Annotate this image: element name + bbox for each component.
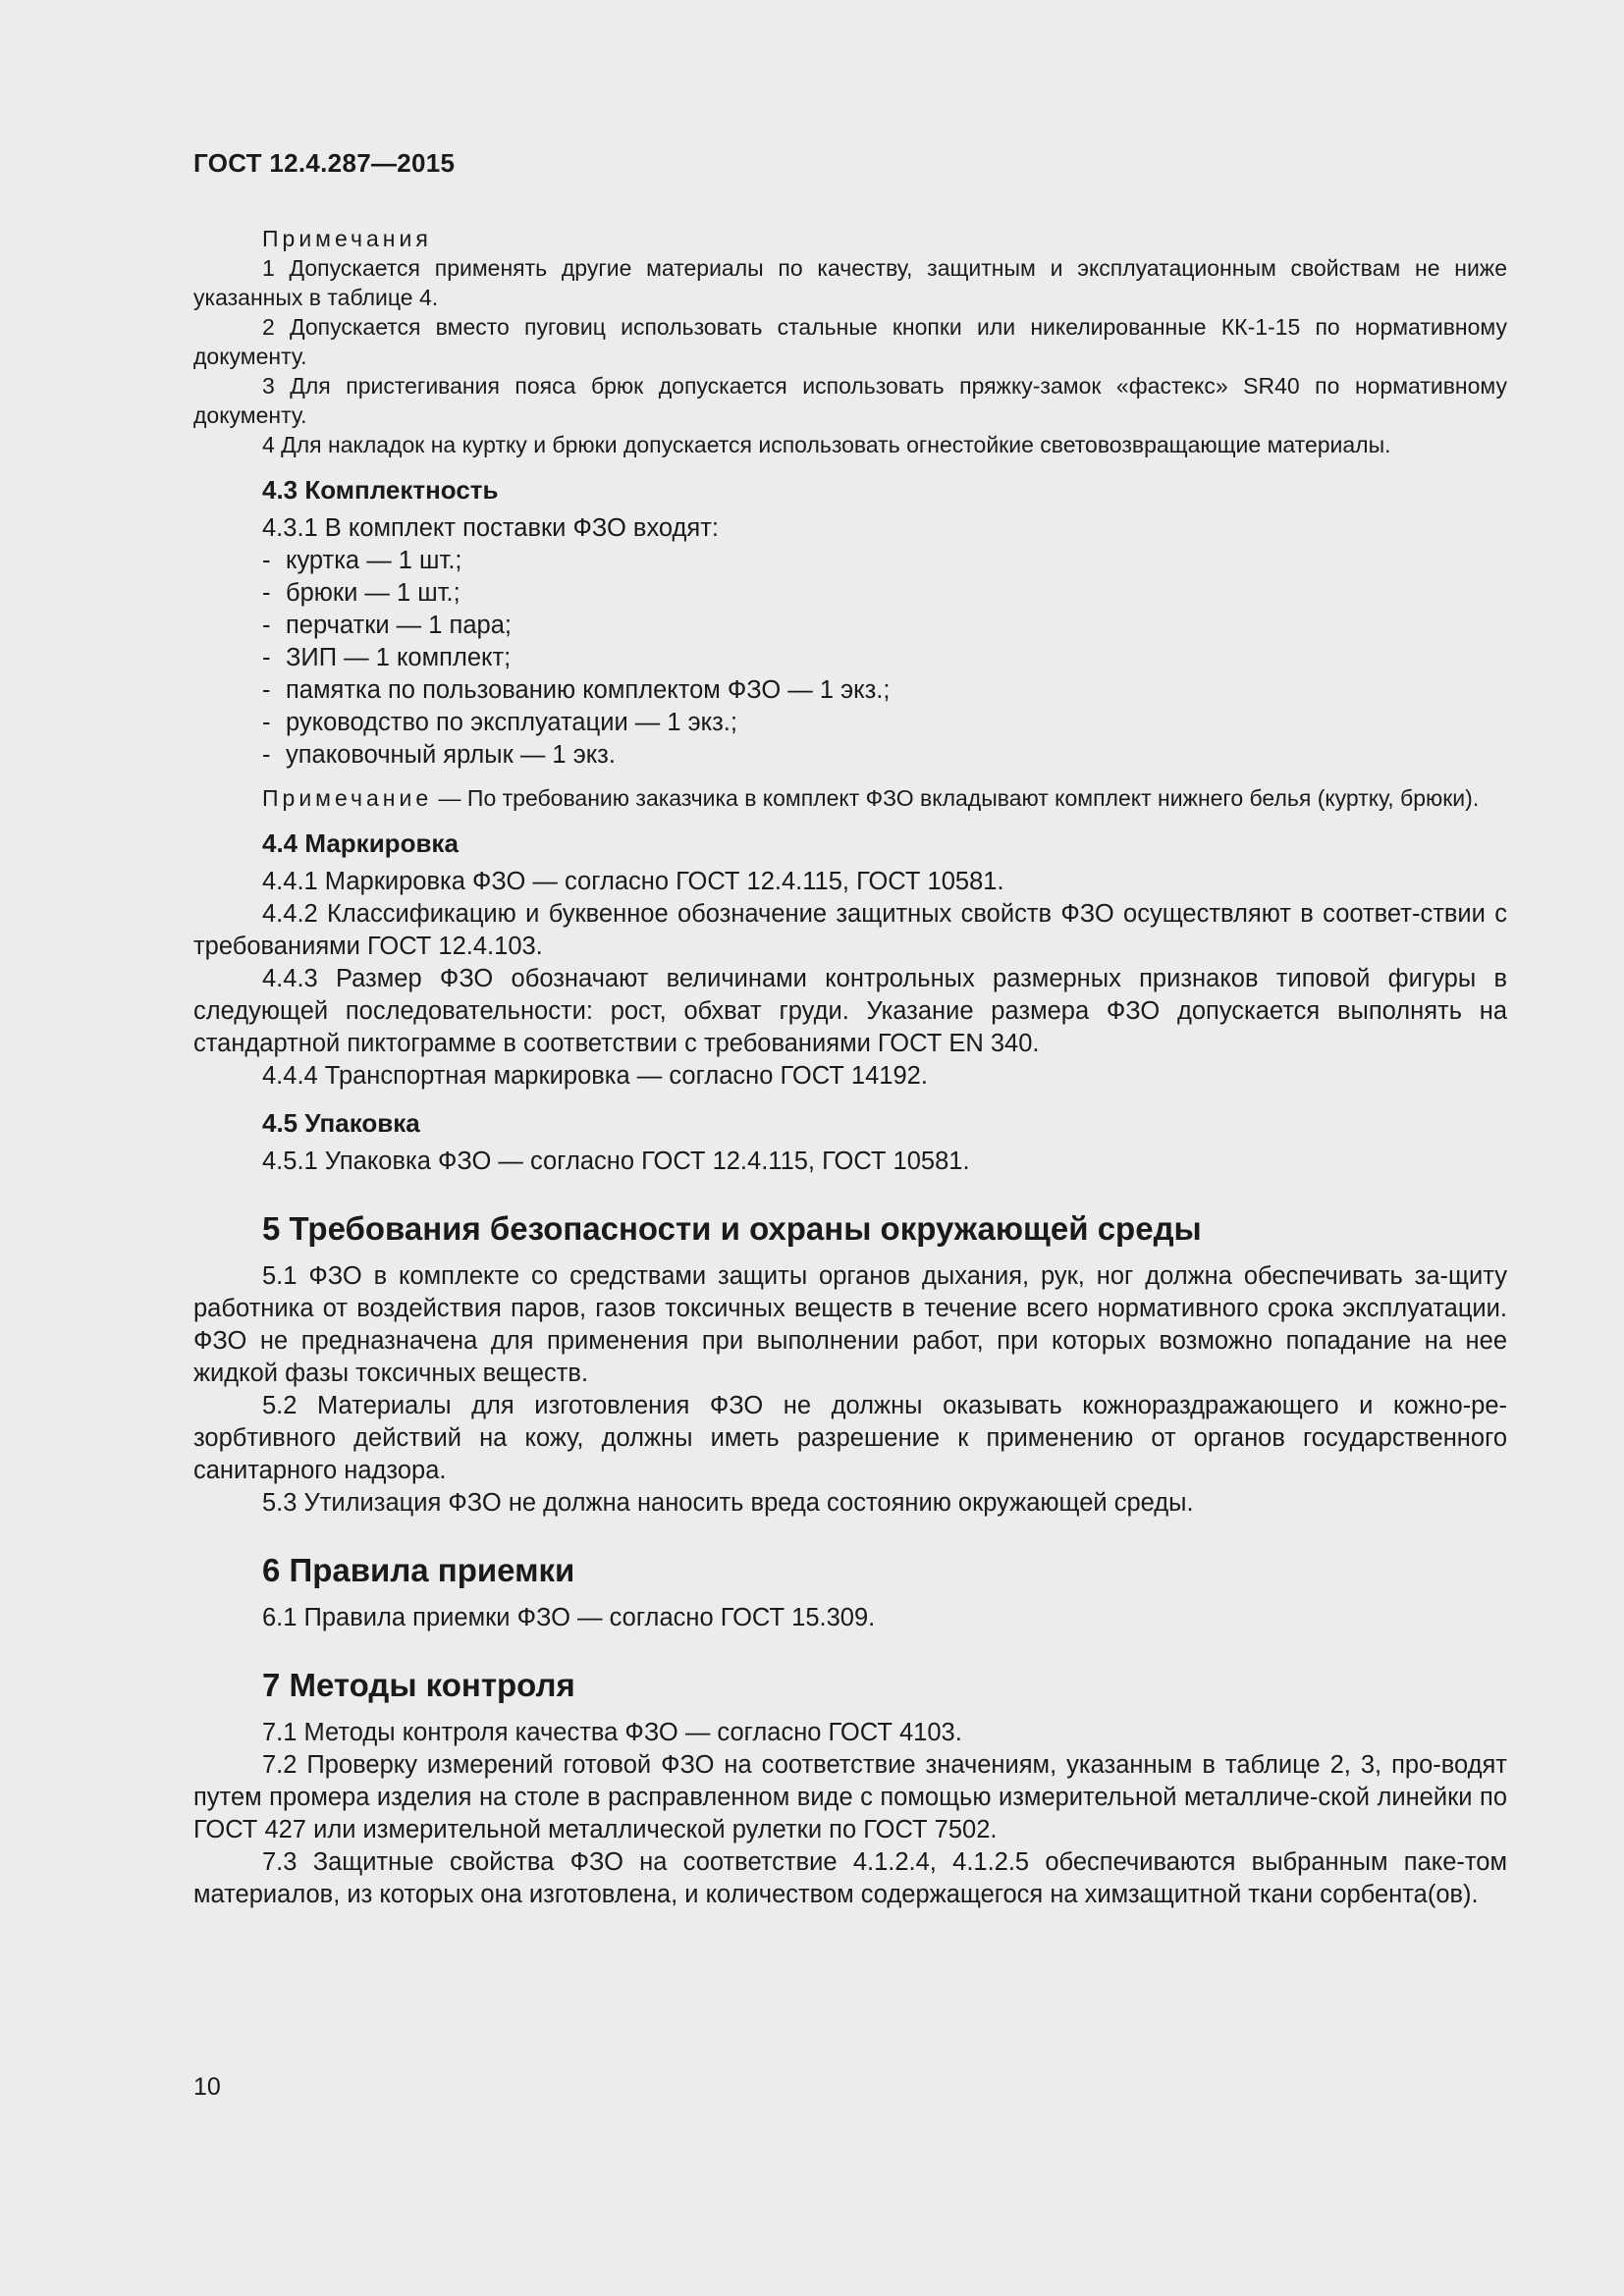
section-heading-7: 7 Методы контроля	[262, 1667, 575, 1703]
paragraph: 4.3.1 В комплект поставки ФЗО входят:	[262, 514, 719, 542]
paragraph: 5.3 Утилизация ФЗО не должна наносить вреда состоянию окружающей среды.	[262, 1489, 1194, 1517]
section-heading-5: 5 Требования безопасности и охраны окружающей среды	[262, 1210, 1202, 1247]
section-heading-6: 6 Правила приемки	[262, 1552, 575, 1588]
note-label: Примечание	[262, 785, 433, 811]
document-header: ГОСТ 12.4.287—2015	[193, 148, 456, 178]
paragraph: 4.4.2 Классификацию и буквенное обозначение защитных свойств ФЗО осуществляют в соответ-ствии с требованиями ГОСТ 12.4.103.	[193, 900, 1507, 960]
list-item: - куртка — 1 шт.;	[262, 547, 462, 574]
paragraph: 7.2 Проверку измерений готовой ФЗО на соответствие значениям, указанным в таблице 2, 3, про-водят путем промера изделия на столе в расправленном виде с помощью измерительной металличе-ской линейки по ГОСТ 427 или измерительной металлической рулетки по ГОСТ 7502.	[193, 1751, 1507, 1843]
paragraph: 4.4.4 Транспортная маркировка — согласно ГОСТ 14192.	[262, 1062, 928, 1090]
paragraph: 6.1 Правила приемки ФЗО — согласно ГОСТ 15.309.	[262, 1604, 876, 1631]
paragraph: 4.4.1 Маркировка ФЗО — согласно ГОСТ 12.4.115, ГОСТ 10581.	[262, 868, 1004, 895]
document-body	[193, 224, 1507, 1911]
paragraph: 7.3 Защитные свойства ФЗО на соответствие 4.1.2.4, 4.1.2.5 обеспечиваются выбранным паке-том материалов, из которых она изготовлена, и количеством содержащегося на химзащитной ткани сорбента(ов).	[193, 1848, 1507, 1908]
note-text: — По требованию заказчика в комплект ФЗО вкладывают комплект нижнего белья (куртку, брюки).	[432, 785, 1480, 811]
note-item: 3 Для пристегивания пояса брюк допускается использовать пряжку-замок «фастекс» SR40 по нормативному документу.	[193, 373, 1507, 428]
list-item: - руководство по эксплуатации — 1 экз.;	[262, 709, 737, 736]
paragraph: 5.2 Материалы для изготовления ФЗО не должны оказывать кожнораздражающего и кожно-ре-зорбтивного действий на кожу, должны иметь разрешение к применению от органов государственного санитарного надзора.	[193, 1392, 1507, 1484]
notes-block	[193, 224, 1507, 459]
note-item: 1 Допускается применять другие материалы по качеству, защитным и эксплуатационным свойствам не ниже указанных в таблице 4.	[193, 255, 1507, 310]
list-item: - брюки — 1 шт.;	[262, 579, 460, 607]
delivery-list	[193, 545, 1507, 772]
paragraph: 7.1 Методы контроля качества ФЗО — согласно ГОСТ 4103.	[262, 1719, 962, 1746]
paragraph: 4.5.1 Упаковка ФЗО — согласно ГОСТ 12.4.115, ГОСТ 10581.	[262, 1148, 970, 1175]
paragraph: 4.4.3 Размер ФЗО обозначают величинами контрольных размерных признаков типовой фигуры в следующей последовательности: рост, обхват груди. Указание размера ФЗО допускается выполнять на стандартной пиктограмме в соответствии с требованиями ГОСТ EN 340.	[193, 965, 1507, 1057]
note-item: 2 Допускается вместо пуговиц использовать стальные кнопки или никелированные КК-1-15 по нормативному документу.	[193, 314, 1507, 369]
list-item: - памятка по пользованию комплектом ФЗО — 1 экз.;	[262, 676, 891, 704]
section-heading-4-4: 4.4 Маркировка	[262, 828, 459, 858]
notes-title: Примечания	[262, 226, 432, 251]
note-item: 4 Для накладок на куртку и брюки допускается использовать огнестойкие световозвращающие материалы.	[262, 432, 1391, 457]
section-heading-4-3: 4.3 Комплектность	[262, 475, 499, 505]
page-number: 10	[193, 2073, 221, 2101]
list-item: - ЗИП — 1 комплект;	[262, 644, 512, 671]
paragraph: 5.1 ФЗО в комплекте со средствами защиты органов дыхания, рук, ног должна обеспечивать за-щиту работника от воздействия паров, газов токсичных веществ в течение всего нормативного срока эксплуатации. ФЗО не предназначена для применения при выполнении работ, при которых возможно попадание на нее жидкой фазы токсичных веществ.	[193, 1262, 1507, 1387]
note-paragraph	[193, 783, 1507, 813]
list-item: - упаковочный ярлык — 1 экз.	[262, 741, 616, 769]
list-item: - перчатки — 1 пара;	[262, 612, 512, 639]
section-heading-4-5: 4.5 Упаковка	[262, 1108, 420, 1138]
